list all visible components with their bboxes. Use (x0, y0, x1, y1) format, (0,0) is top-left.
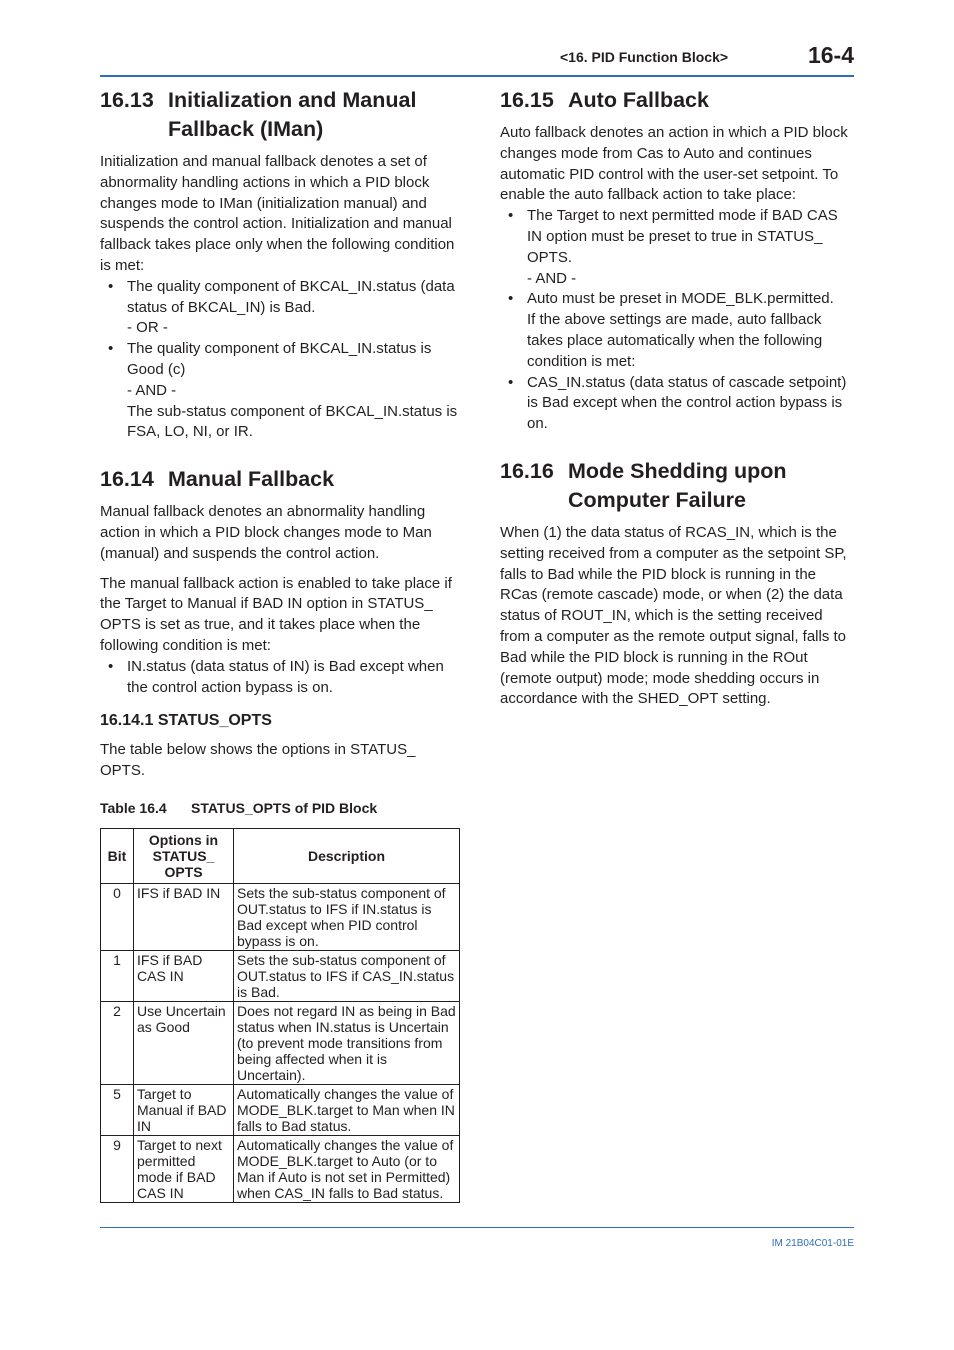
section-16-16 (500, 457, 854, 710)
list-item-text: • The quality component of BKCAL_IN.status is Good (c) (127, 340, 432, 378)
section-number: 16.14 (100, 467, 154, 492)
header-description: Description (234, 828, 460, 883)
cell-option: Use Uncertain as Good (134, 1001, 234, 1084)
right-column (500, 86, 854, 710)
paragraph: When (1) the data status of RCAS_IN, which is the setting received from a computer as the setpoint SP, falls to Bad while the PID block is running in the RCas (remote cascade) mode, or when (2) the data status of ROUT_IN, which is the setting received from a computer as the remote output signal, falls to Bad while the PID block is running in the ROut (remote output) mode; mode shedding occurs in accordance with the SHED_OPT setting. (500, 523, 847, 708)
cell-description: Sets the sub-status component of OUT.status to IFS if IN.status is Bad except when PID control bypass is on. (234, 883, 460, 950)
paragraph: Auto fallback denotes an action in which a PID block changes mode from Cas to Auto and continues automatic PID control with the user-set setpoint. To enable the auto fallback action to take place: (500, 124, 848, 204)
cell-description: Does not regard IN as being in Bad status when IN.status is Uncertain (to prevent mode transitions from being affected when it is Uncertain). (234, 1001, 460, 1084)
list-item-connector: - AND - (127, 381, 177, 399)
header-rule (100, 75, 854, 77)
section-number: 16.13 (100, 88, 154, 112)
table-row (101, 1001, 460, 1084)
list-item-subtext: The sub-status component of BKCAL_IN.status is FSA, LO, NI, or IR. (127, 402, 458, 441)
section-heading (500, 457, 854, 515)
section-title: Manual Fallback (168, 467, 335, 492)
table-row (101, 1135, 460, 1202)
cell-description: Automatically changes the value of MODE_BLK.target to Man when IN falls to Bad status. (234, 1084, 460, 1135)
chapter-title: <16. PID Function Block> (560, 49, 729, 65)
page-number: 16-4 (807, 42, 854, 68)
condition-list (100, 277, 458, 443)
left-column (100, 86, 458, 1203)
section-title: Auto Fallback (568, 88, 709, 112)
list-item (500, 289, 854, 372)
header-bit: Bit (101, 828, 134, 883)
cell-option: Target to next permitted mode if BAD CAS IN (134, 1135, 234, 1202)
section-heading (500, 86, 854, 115)
list-item-connector: - OR - (127, 319, 168, 337)
list-item-text: • The quality component of BKCAL_IN.status (data status of BKCAL_IN) is Bad. (127, 277, 455, 316)
list-item: • IN.status (data status of IN) is Bad except when the control action bypass is on. (100, 657, 458, 699)
header-options: Options in STATUS_ OPTS (134, 828, 234, 883)
section-heading (100, 86, 458, 144)
list-item (500, 206, 854, 289)
condition-list (500, 206, 854, 435)
table-row (101, 1084, 460, 1135)
list-item-connector: - AND - (527, 269, 577, 287)
table-title: STATUS_OPTS of PID Block (191, 799, 378, 816)
document-code: IM 21B04C01-01E (771, 1238, 854, 1249)
cell-option: IFS if BAD IN (134, 883, 234, 950)
section-16-13 (100, 86, 458, 443)
section-number: 16.16 (500, 458, 554, 483)
section-number: 16.15 (500, 88, 554, 112)
paragraph: The table below shows the options in STATUS_ OPTS. (100, 741, 416, 780)
paragraph: The manual fallback action is enabled to take place if the Target to Manual if BAD IN option in STATUS_ OPTS is set as true, and it takes place when the following condition is met: (100, 574, 452, 654)
list-item: • CAS_IN.status (data status of cascade setpoint) is Bad except when the control action bypass is on. (500, 373, 854, 435)
cell-bit: 1 (101, 950, 134, 1001)
cell-description: Sets the sub-status component of OUT.status to IFS if CAS_IN.status is Bad. (234, 950, 460, 1001)
table-row (101, 950, 460, 1001)
list-item (100, 339, 458, 443)
list-item-text: • The Target to next permitted mode if BAD CAS IN option must be preset to true in STATUS_ OPTS. (527, 207, 838, 266)
status-opts-table (100, 828, 460, 1203)
section-16-14-1 (100, 710, 458, 1202)
table-row (101, 883, 460, 950)
cell-bit: 9 (101, 1135, 134, 1202)
section-title: Mode Shedding upon Computer Failure (568, 458, 787, 512)
paragraph: Initialization and manual fallback denotes a set of abnormality handling actions in which a PID block changes mode to IMan (initialization manual) and suspends the control action. Initialization and manual fallback takes place only when the following condition is met: (100, 153, 455, 274)
cell-description: Automatically changes the value of MODE_BLK.target to Auto (or to Man if Auto is not set in Permitted) when CAS_IN falls to Bad status. (234, 1135, 460, 1202)
list-item (100, 277, 458, 339)
cell-bit: 5 (101, 1084, 134, 1135)
table-caption (100, 798, 458, 819)
subsection-heading: 16.14.1 STATUS_OPTS (100, 712, 272, 730)
cell-option: Target to Manual if BAD IN (134, 1084, 234, 1135)
section-title: Initialization and Manual Fallback (IMan) (168, 88, 417, 141)
section-16-14 (100, 465, 458, 698)
cell-option: IFS if BAD CAS IN (134, 950, 234, 1001)
section-heading (100, 465, 458, 494)
footer-rule (100, 1227, 854, 1228)
cell-bit: 2 (101, 1001, 134, 1084)
condition-list (100, 657, 458, 699)
list-item-subtext: If the above settings are made, auto fallback takes place automatically when the following condition is met: (527, 311, 823, 370)
table-number: Table 16.4 (100, 799, 167, 816)
cell-bit: 0 (101, 883, 134, 950)
list-item-text: • Auto must be preset in MODE_BLK.permitted. (527, 290, 834, 308)
section-16-15 (500, 86, 854, 435)
paragraph: Manual fallback denotes an abnormality handling action in which a PID block changes mode to Man (manual) and suspends the control action. (100, 503, 432, 562)
table-header-row (101, 828, 460, 883)
